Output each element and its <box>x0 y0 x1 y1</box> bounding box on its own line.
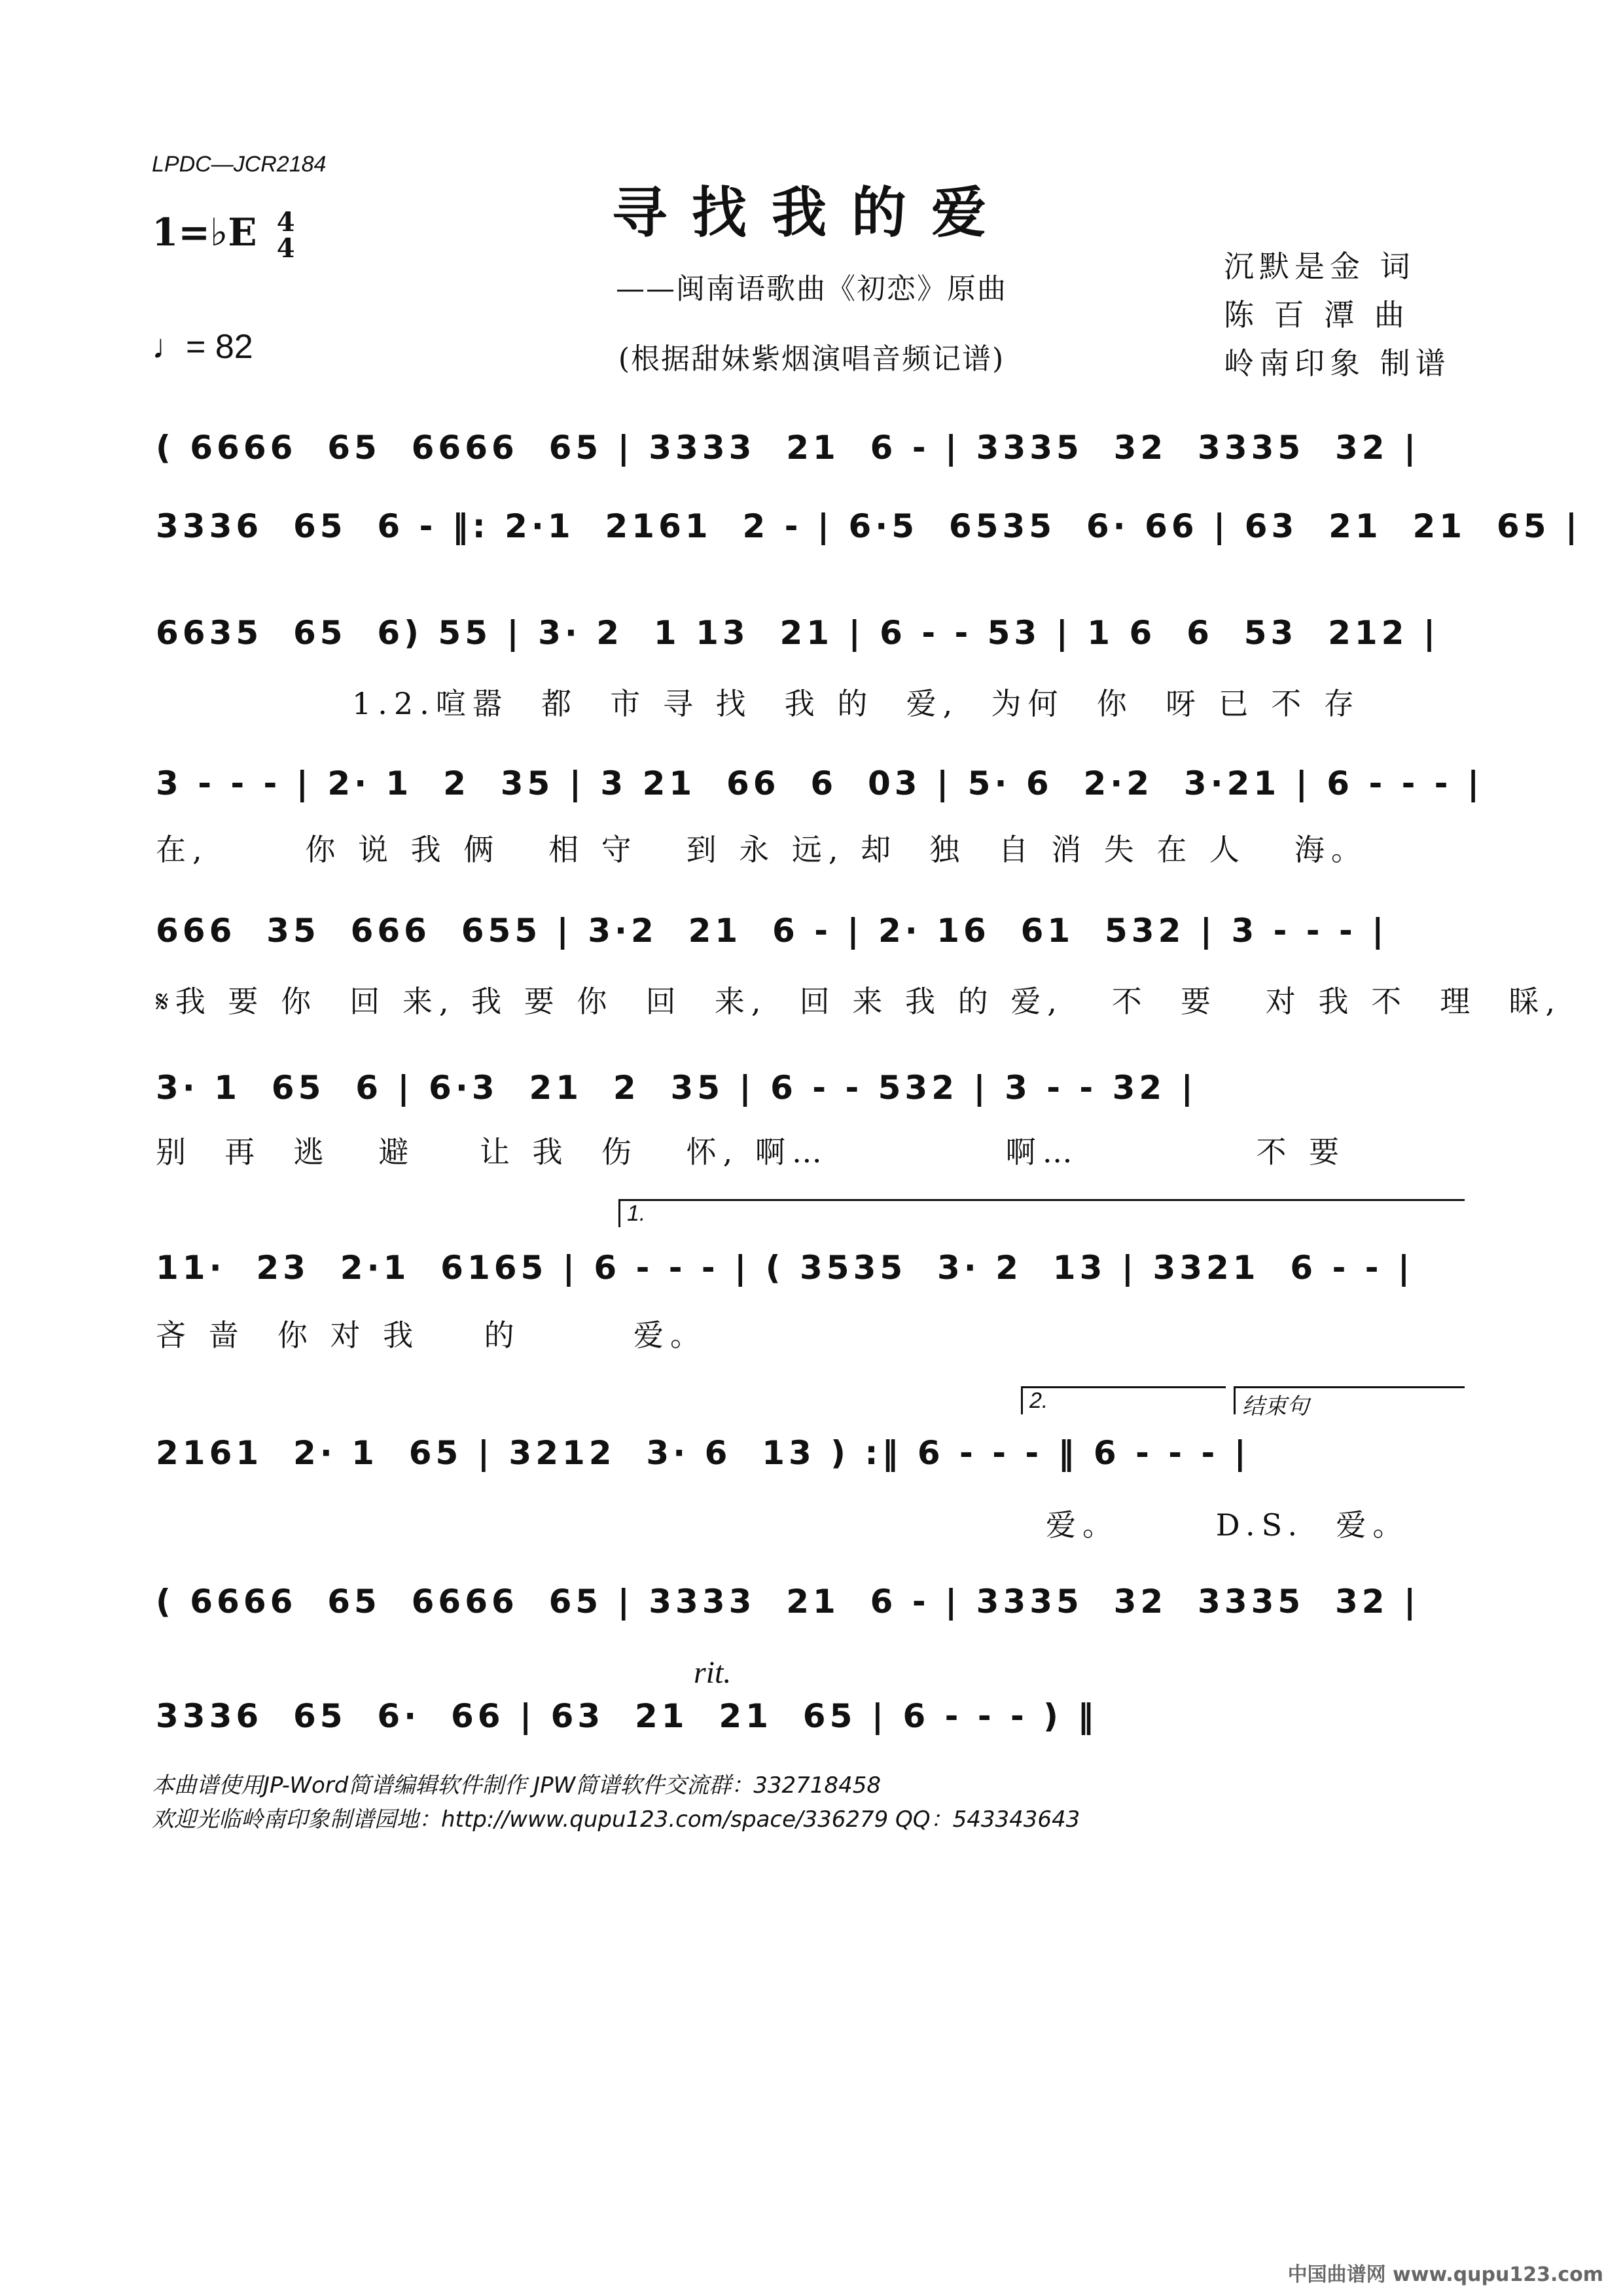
volta-2: 2. <box>1021 1386 1226 1414</box>
score-row-1: ( 6666 65 6666 65 | 3333 21 6 - | 3335 32 3335 32 | <box>156 429 1420 467</box>
score-row-6: 3· 1 65 6 | 6·3 21 2 35 | 6 - - 532 | 3 - - 32 | <box>156 1069 1197 1107</box>
credits <box>1224 242 1451 387</box>
footer-line-2: 欢迎光临岭南印象制谱园地：http://www.qupu123.com/space/336279 QQ：543343643 <box>152 1806 1080 1833</box>
lyric-row-3: 1.2.喧嚣 都 市 寻 找 我 的 爱, 为何 你 呀 已 不 存 <box>352 686 1361 721</box>
volta-1: 1. <box>618 1199 1465 1227</box>
ending-bracket: 结束句 <box>1234 1386 1465 1414</box>
rit-marking: rit. <box>694 1655 732 1690</box>
site-watermark: 中国曲谱网 www.qupu123.com <box>1287 2263 1603 2286</box>
footer-line-1: 本曲谱使用JP-Word简谱编辑软件制作 JPW简谱软件交流群：332718458 <box>152 1772 881 1799</box>
score-row-8: 2161 2· 1 65 | 3212 3· 6 13 ) :‖ 6 - - - ‖ 6 - - - | <box>156 1434 1250 1472</box>
time-bottom: 4 <box>276 233 295 264</box>
song-title: 寻找我的爱 <box>611 180 1011 245</box>
lyric-row-7: 吝 啬 你 对 我 的 爱。 <box>156 1318 707 1353</box>
lyric-row-6: 别 再 逃 避 让 我 伤 怀, 啊… 啊… 不 要 <box>156 1134 1346 1170</box>
time-signature <box>277 209 295 262</box>
time-top: 4 <box>276 207 295 238</box>
score-code: LPDC—JCR2184 <box>152 152 327 177</box>
score-row-9: ( 6666 65 6666 65 | 3333 21 6 - | 3335 32 3335 32 | <box>156 1583 1420 1621</box>
transcription-note: (根据甜妹紫烟演唱音频记谱) <box>618 342 1005 376</box>
score-row-4: 3 - - - | 2· 1 2 35 | 3 21 66 6 03 | 5· 6 2·2 3·21 | 6 - - - | <box>156 764 1484 802</box>
tempo-marking: ♩= 82 <box>152 328 253 366</box>
credit-composer: 陈 百 潭 曲 <box>1224 297 1410 332</box>
key-label: 1=♭E <box>152 210 257 255</box>
credit-arranger: 岭南印象 制谱 <box>1224 346 1451 381</box>
score-row-5: 666 35 666 655 | 3·2 21 6 - | 2· 16 61 532 | 3 - - - | <box>156 912 1388 950</box>
lyric-row-8: 爱。 D.S. 爱。 <box>1046 1507 1410 1543</box>
score-row-2: 3336 65 6 - ‖: 2·1 2161 2 - | 6·5 6535 6· 66 | 63 21 21 65 | <box>156 507 1582 545</box>
score-row-7: 11· 23 2·1 6165 | 6 - - - | ( 3535 3· 2 13 | 3321 6 - - | <box>156 1249 1414 1287</box>
song-subtitle: ——闽南语歌曲《初恋》原曲 <box>616 272 1007 306</box>
lyric-row-4: 在, 你 说 我 俩 相 守 到 永 远, 却 独 自 消 失 在 人 海。 <box>156 832 1368 867</box>
lyric-row-5: 𝄋我 要 你 回 来, 我 要 你 回 来, 回 来 我 的 爱, 不 要 对 我 不 理 睬, <box>156 984 1562 1019</box>
key-signature <box>152 209 295 262</box>
score-row-3: 6635 65 6) 55 | 3· 2 1 13 21 | 6 - - 53 | 1 6 6 53 212 | <box>156 614 1440 652</box>
score-row-10: 3336 65 6· 66 | 63 21 21 65 | 6 - - - ) ‖ <box>156 1697 1098 1735</box>
credit-lyricist: 沉默是金 词 <box>1224 249 1416 284</box>
